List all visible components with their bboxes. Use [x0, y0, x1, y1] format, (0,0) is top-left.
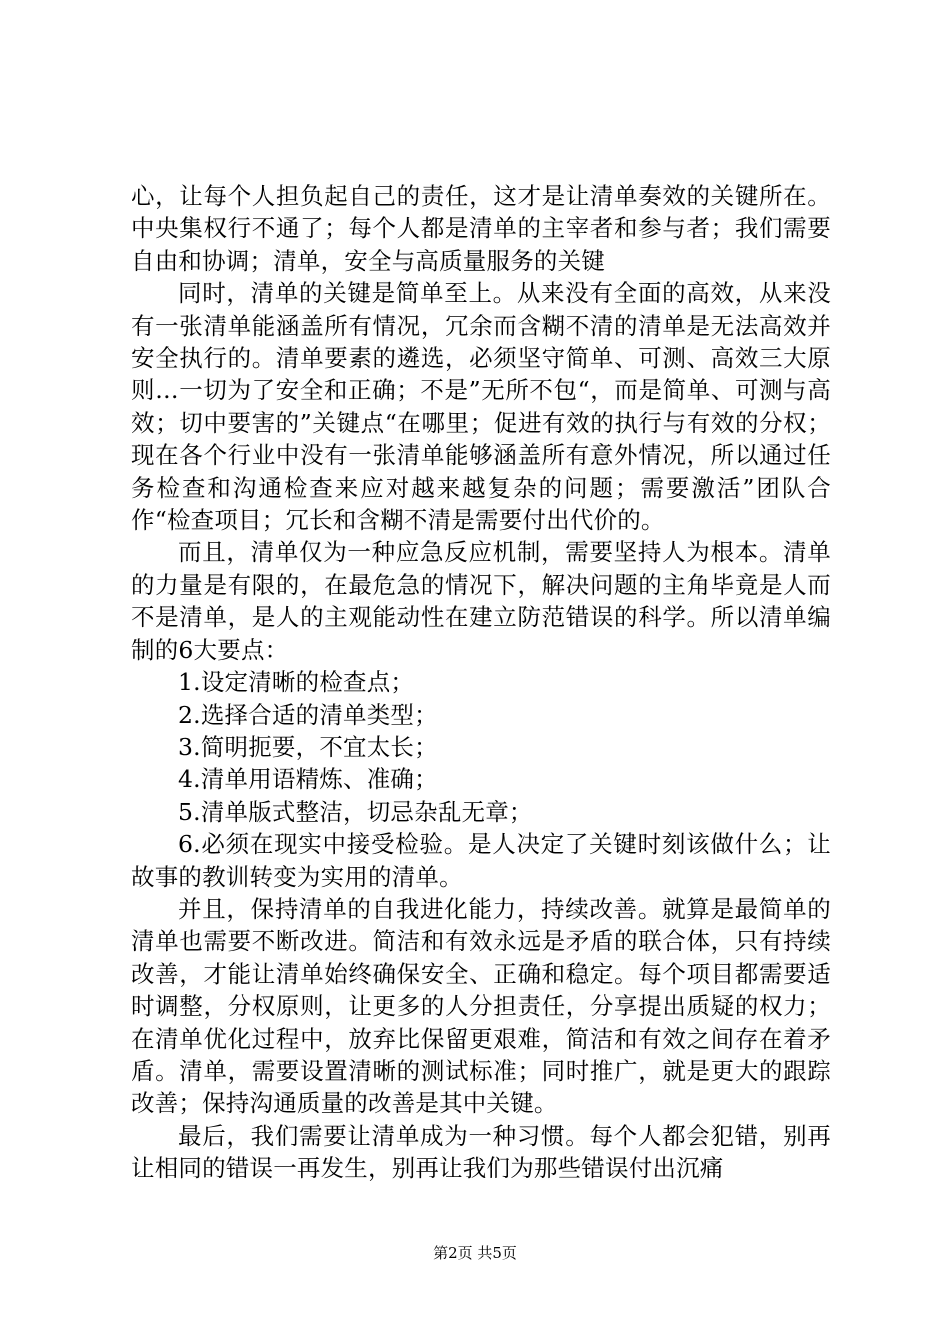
paragraph-simplicity: 同时，清单的关键是简单至上。从来没有全面的高效，从来没有一张清单能涵盖所有情况，冗余而含糊不清的清单是无法高效并安全执行的。清单要素的遴选，必须坚守简单、可测、高效三大原则…一切为了安全和正确；不是”无所不包“，而是简单、可测与高效；切中要害的”关键点“在哪里；促进有效的执行与有效的分权；现在各个行业中没有一张清单能够涵盖所有意外情况，所以通过任务检查和沟通检查来应对越来越复杂的问题；需要激活”团队合作“检查项目；冗长和含糊不清是需要付出代价的。 [131, 279, 831, 535]
list-item-3: 3.简明扼要，不宜太长； [178, 732, 438, 761]
body-text [131, 180, 831, 1185]
paragraph-habit: 最后，我们需要让清单成为一种习惯。每个人都会犯错，别再让相同的错误一再发生，别再让我们为那些错误付出沉痛 [131, 1121, 831, 1183]
list-item-4: 4.清单用语精炼、准确； [178, 765, 438, 794]
list-item-5: 5.清单版式整洁，切忌杂乱无章； [178, 797, 533, 826]
paragraph-continuation: 心，让每个人担负起自己的责任，这才是让清单奏效的关键所在。中央集权行不通了；每个人都是清单的主宰者和参与者；我们需要自由和协调；清单，安全与高质量服务的关键 [131, 182, 831, 275]
page-number-footer: 第2页 共5页 [433, 1244, 517, 1262]
list-item-2: 2.选择合适的清单类型； [178, 700, 438, 729]
paragraph-continuous-improvement: 并且，保持清单的自我进化能力，持续改善。就算是最简单的清单也需要不断改进。简洁和有效永远是矛盾的联合体，只有持续改善，才能让清单始终确保安全、正确和稳定。每个项目都需要适时调整，分权原则，让更多的人分担责任，分享提出质疑的权力；在清单优化过程中，放弃比保留更艰难，简洁和有效之间存在着矛盾。清单，需要设置清晰的测试标准；同时推广，就是更大的跟踪改善；保持沟通质量的改善是其中关键。 [131, 894, 831, 1118]
list-item-6: 6.必须在现实中接受检验。是人决定了关键时刻该做什么；让故事的教训转变为实用的清单。 [131, 830, 831, 891]
paragraph-human-centered: 而且，清单仅为一种应急反应机制，需要坚持人为根本。清单的力量是有限的，在最危急的情况下，解决问题的主角毕竟是人而不是清单，是人的主观能动性在建立防范错误的科学。所以清单编制的6大要点： [131, 538, 831, 664]
list-item-1: 1.设定清晰的检查点； [178, 668, 415, 697]
